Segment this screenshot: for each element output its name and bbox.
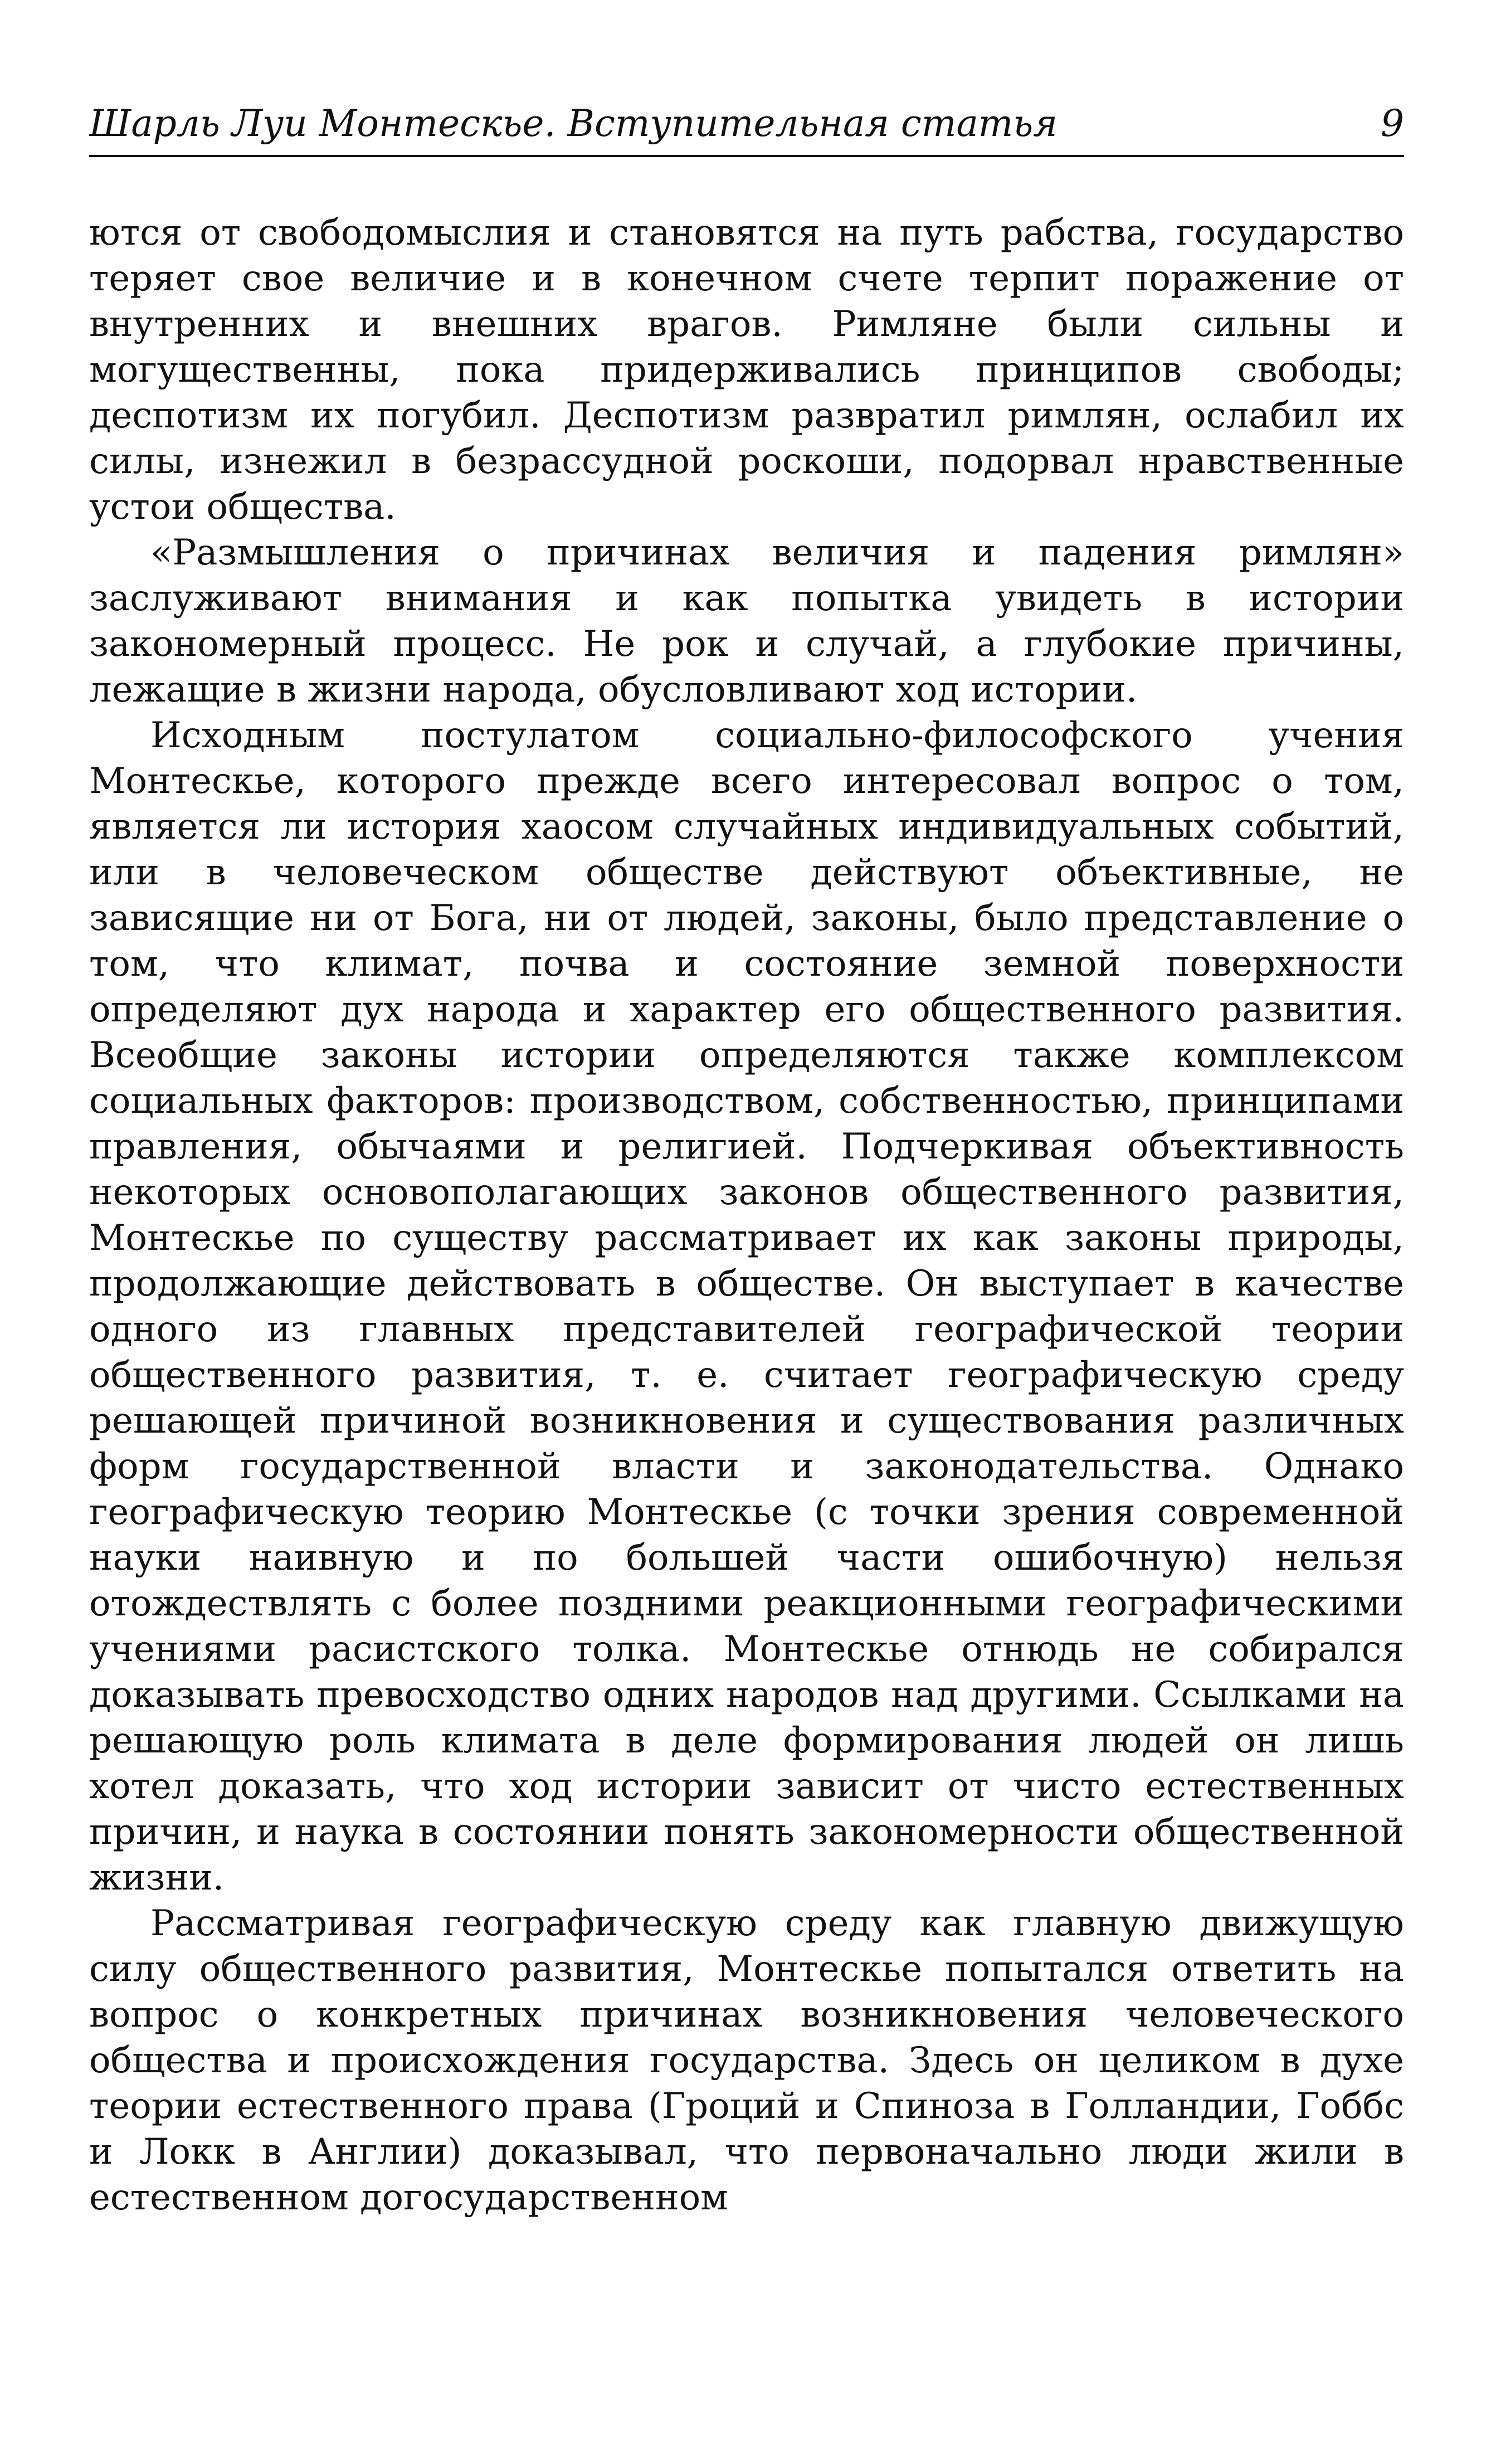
page-number: 9 [1381,102,1404,145]
book-page [89,78,1404,2446]
running-header [89,78,1404,145]
paragraph-continuation: ются от свободомыслия и становятся на путь рабства, государство теряет свое величие и в конечном счете терпит поражение от внутренних и внешних врагов. Римляне были сильны и могущественны, пока придерживались принципов свободы; деспотизм их погубил. Деспотизм развратил римлян, ослабил их силы, изнежил в безрассудной роскоши, подорвал нравственные устои общества. [89,212,1404,528]
running-title: Шарль Луи Монтескье. Вступительная статья [89,102,1058,145]
paragraph: Исходным постулатом социально-философского учения Монтескье, которого прежде всего интересовал вопрос о том, является ли история хаосом случайных индивидуальных событий, или в человеческом обществе действуют объективные, не зависящие ни от Бога, ни от людей, законы, было представление о том, что климат, почва и состояние земной поверхности определяют дух народа и характер его общественного развития. Всеобщие законы истории определяются также комплексом социальных факторов: производством, собственностью, принципами правления, обычаями и религией. Подчеркивая объективность некоторых основополагающих законов общественного развития, Монтескье по существу рассматривает их как законы природы, продолжающие действовать в обществе. Он выступает в качестве одного из главных представителей географической теории общественного развития, т. е. считает географическую среду решающей причиной возникновения и существования различных форм государственной власти и законодательства. Однако географическую теорию Монтескье (с точки зрения современной науки наивную и по большей части ошибочную) нельзя отождествлять с более поздними реакционными географическими учениями расистского толка. Монтескье отнюдь не собирался доказывать превосходство одних народов над другими. Ссылками на решающую роль климата в деле формирования людей он лишь хотел доказать, что ход истории зависит от чисто естественных причин, и наука в состоянии понять закономерности общественной жизни. [89,715,1404,1898]
header-rule [89,155,1404,157]
main-text [89,210,1404,2220]
paragraph: «Размышления о причинах величия и падения римлян» заслуживают внимания и как попытка увидеть в истории закономерный процесс. Не рок и случай, а глубокие причины, лежащие в жизни народа, обусловливают ход истории. [89,532,1404,710]
paragraph: Рассматривая географическую среду как главную движущую силу общественного развития, Монтескье попытался ответить на вопрос о конкретных причинах возникновения человеческого общества и происхождения государства. Здесь он целиком в духе теории естественного права (Гроций и Спиноза в Голландии, Гоббс и Локк в Англии) доказывал, что первоначально люди жили в естественном догосударственном [89,1903,1404,2218]
